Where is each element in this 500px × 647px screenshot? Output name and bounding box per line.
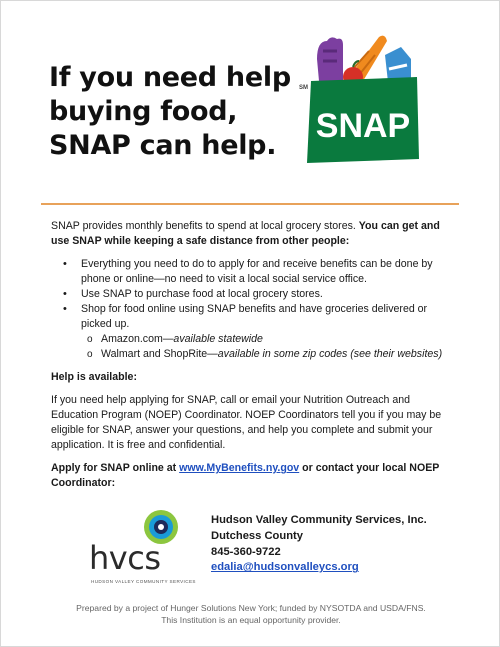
help-paragraph: If you need help applying for SNAP, call or email your Nutrition Outreach and Education Program (NOEP) Coordinator. NOEP Coordinators tell you if you may be eligible for SNAP, answer your questions, and help you complete and submit your application. It is free and confidential. [51,394,442,451]
bullet-text: Use SNAP to purchase food at local grocery stores. [81,288,323,300]
list-item [51,257,453,287]
intro-paragraph [51,219,453,249]
headline-line-2: buying food, [49,96,238,127]
mybenefits-link[interactable]: www.MyBenefits.ny.gov [179,462,300,474]
headline [49,61,299,163]
list-item [81,347,453,362]
county-name: Dutchess County [211,529,303,542]
hvcs-wordmark: hvcs [89,539,161,577]
online-stores-list [81,332,453,362]
intro-text: SNAP provides monthly benefits to spend at local grocery stores. [51,220,359,232]
grocery-bag-icon [299,77,419,163]
phone-number: 845-360-9722 [211,545,281,558]
headline-line-3: SNAP can help. [49,130,277,161]
main-content [51,219,453,499]
hvcs-subtitle: HUDSON VALLEY COMMUNITY SERVICES [91,579,196,584]
contact-block [211,513,427,576]
footer [1,602,500,626]
divider-line [41,203,459,205]
store-name: Amazon.com— [101,333,174,345]
hvcs-logo [89,509,196,585]
list-item [51,302,453,362]
footer-line-2: This Institution is an equal opportunity provider. [161,615,341,625]
store-name: Walmart and ShopRite— [101,348,218,360]
snap-logo [293,29,423,169]
bullet-text: Shop for food online using SNAP benefits and have groceries delivered or picked up. [81,303,428,330]
snap-logo-graphic [293,29,423,169]
intro-bold-text: You can get and use SNAP while keeping a safe distance from other people: [51,220,440,247]
apply-text-after: or contact your local NOEP Coordinator: [51,462,440,489]
bread-icon [317,37,343,81]
bullet-text: Everything you need to do to apply for and receive benefits can be done by phone or online—no need to visit a local social service office. [81,258,433,285]
apply-text-before: Apply for SNAP online at [51,462,180,474]
snap-logo-text: SNAP [315,107,411,145]
list-item [81,332,453,347]
list-item [51,287,453,302]
org-name: Hudson Valley Community Services, Inc. [211,514,427,526]
email-link[interactable]: edalia@hudsonvalleycs.org [211,561,359,574]
footer-line-1: Prepared by a project of Hunger Solutions New York; funded by NYSOTDA and USDA/FNS. [76,603,426,613]
headline-line-1: If you need help [49,62,291,93]
service-mark: SM [299,85,308,91]
benefits-list [51,257,453,362]
store-note: available in some zip codes (see their websites) [217,348,443,360]
apply-line [51,461,453,491]
help-heading: Help is available: [51,371,137,383]
store-note: available statewide [173,333,263,345]
